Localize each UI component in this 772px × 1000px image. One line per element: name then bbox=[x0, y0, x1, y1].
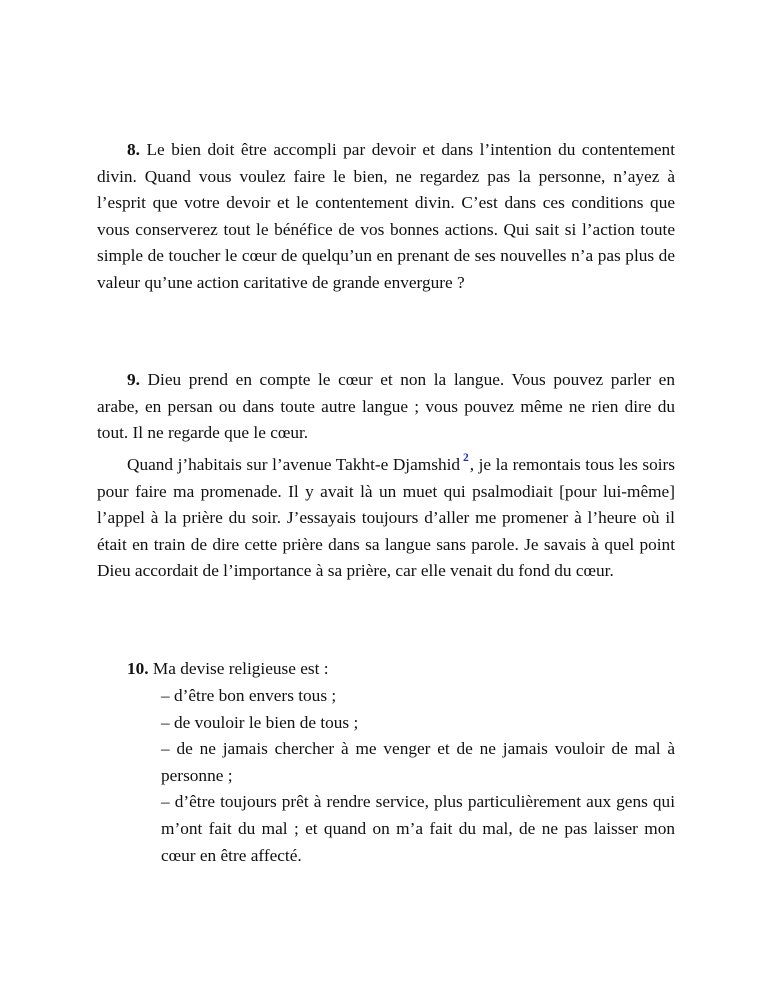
paragraph-10 bbox=[97, 656, 675, 683]
motto-item: – d’être toujours prêt à rendre service, plus particulièrement aux gens qui m’ont fait du mal ; et quand on m’a fait du mal, de ne pas laisser mon cœur en être affecté. bbox=[161, 792, 675, 865]
footnote-reference-2[interactable]: 2 bbox=[463, 452, 469, 464]
motto-item: – d’être bon envers tous ; bbox=[161, 686, 337, 705]
motto-item: – de ne jamais chercher à me venger et de ne jamais vouloir de mal à personne ; bbox=[161, 739, 675, 785]
paragraph-8-text: Le bien doit être accompli par devoir et dans l’intention du contentement divin. Quand vous voulez faire le bien, ne regardez pas la personne, n’ayez à l’esprit que votre devoir et le contentement divin. C’est dans ces conditions que vous conserverez tout le bénéfice de vos bonnes actions. Qui sait si l’action toute simple de toucher le cœur de quelqu’un en prenant de ses nouvelles n’a pas plus de valeur qu’une action caritative de grande envergure ? bbox=[97, 140, 675, 292]
paragraph-9b-text-end: , je la remontais tous les soirs pour faire ma promenade. Il y avait là un muet qui psalmodiait [pour lui-même] l’appel à la prière du soir. J’essayais toujours d’aller me promener à l’heure où il était en train de dire cette prière dans sa langue sans parole. Je savais à quel point Dieu accordait de l’importance à sa prière, car elle venait du fond du cœur. bbox=[97, 455, 675, 581]
motto-item: – de vouloir le bien de tous ; bbox=[161, 712, 359, 732]
motto-list bbox=[161, 683, 675, 869]
paragraph-number-9: 9. bbox=[127, 370, 140, 389]
paragraph-number-10: 10. bbox=[127, 659, 149, 678]
paragraph-8 bbox=[97, 137, 675, 297]
paragraph-9-text: Dieu prend en compte le cœur et non la langue. Vous pouvez parler en arabe, en persan ou dans toute autre langue ; vous pouvez même ne rien dire du tout. Il ne regarde que le cœur. bbox=[97, 370, 675, 443]
paragraph-9b-text-start: Quand j’habitais sur l’avenue Takht-e Djamshid bbox=[127, 455, 461, 474]
paragraph-9 bbox=[97, 367, 675, 447]
paragraph-9-continued bbox=[97, 452, 675, 585]
paragraph-10-intro: Ma devise religieuse est : bbox=[148, 659, 329, 678]
paragraph-number-8: 8. bbox=[127, 140, 140, 159]
